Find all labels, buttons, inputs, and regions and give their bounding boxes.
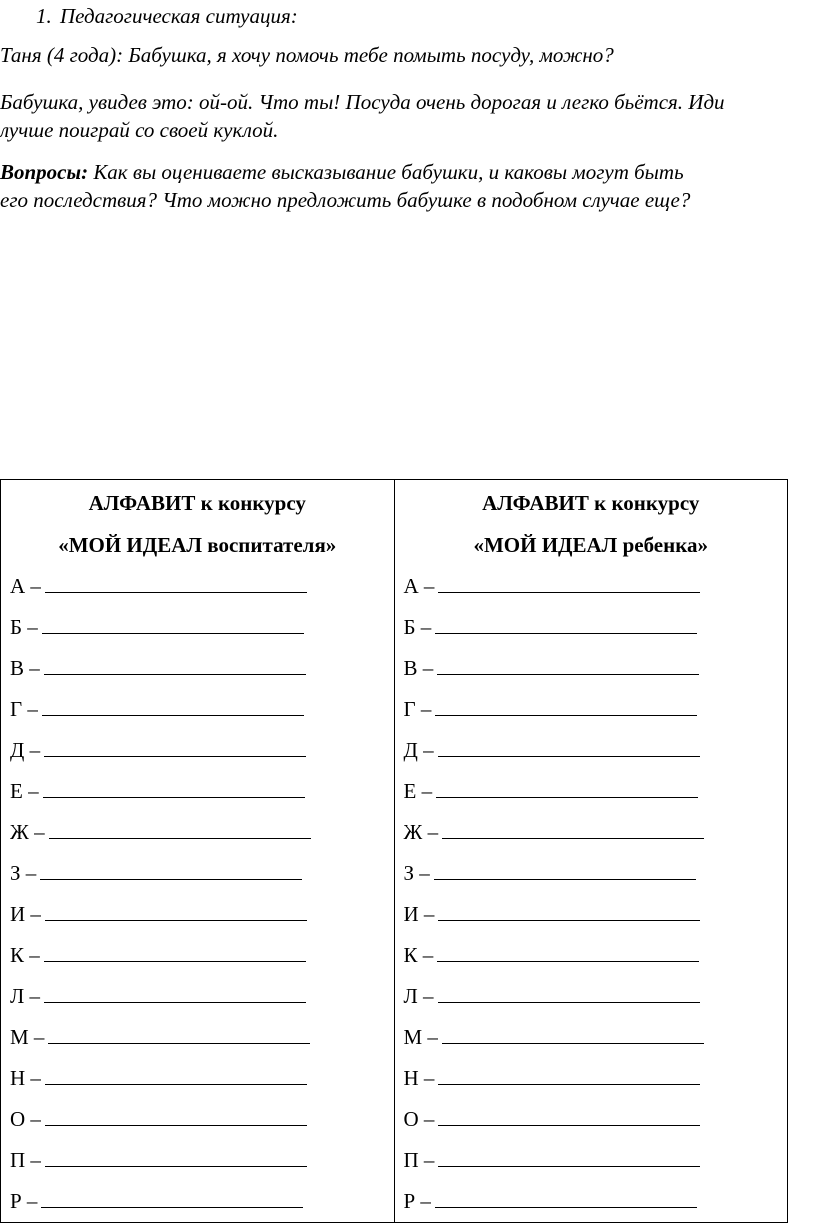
alphabet-row xyxy=(395,1140,788,1181)
alphabet-row xyxy=(395,689,788,730)
alphabet-row xyxy=(1,1099,394,1140)
alphabet-row xyxy=(1,566,394,607)
alphabet-letter: З – xyxy=(403,861,430,885)
alphabet-letter: Р – xyxy=(10,1189,38,1213)
column-title: АЛФАВИТ к конкурсу xyxy=(482,491,700,515)
alphabet-letter: Р – xyxy=(403,1189,431,1213)
alphabet-letter: О – xyxy=(10,1107,41,1131)
answer-line[interactable] xyxy=(442,1023,704,1044)
alphabet-row xyxy=(1,935,394,976)
alphabet-letter: М – xyxy=(403,1025,438,1049)
alphabet-letter: Д – xyxy=(403,738,434,762)
alphabet-letter: Ж – xyxy=(10,820,45,844)
answer-line[interactable] xyxy=(436,777,698,798)
alphabet-letter: П – xyxy=(10,1148,41,1172)
alphabet-letter: Б – xyxy=(403,615,432,639)
alphabet-row xyxy=(395,1017,788,1058)
alphabet-row xyxy=(1,1058,394,1099)
questions-line-1 xyxy=(0,158,684,186)
alphabet-letter: Д – xyxy=(10,738,41,762)
alphabet-letter: М – xyxy=(10,1025,45,1049)
answer-line[interactable] xyxy=(44,654,306,675)
alphabet-row xyxy=(395,935,788,976)
alphabet-row xyxy=(395,812,788,853)
answer-line[interactable] xyxy=(45,1146,307,1167)
dialogue-line-tanya: Таня (4 года): Бабушка, я хочу помочь тебе помыть посуду, можно? xyxy=(0,43,614,67)
answer-line[interactable] xyxy=(435,613,697,634)
alphabet-row xyxy=(1,1140,394,1181)
answer-line[interactable] xyxy=(45,900,307,921)
alphabet-letter: А – xyxy=(10,574,41,598)
alphabet-row xyxy=(1,648,394,689)
answer-line[interactable] xyxy=(435,695,697,716)
alphabet-letter: И – xyxy=(403,902,435,926)
answer-line[interactable] xyxy=(45,1064,307,1085)
alphabet-letter: О – xyxy=(403,1107,435,1131)
alphabet-row xyxy=(1,812,394,853)
answer-line[interactable] xyxy=(442,818,704,839)
alphabet-row xyxy=(395,730,788,771)
answer-line[interactable] xyxy=(45,1105,307,1126)
alphabet-letter: К – xyxy=(10,943,40,967)
alphabet-row xyxy=(395,853,788,894)
alphabet-column-teacher xyxy=(1,480,395,1223)
answer-line[interactable] xyxy=(438,1105,700,1126)
alphabet-row xyxy=(1,894,394,935)
answer-line[interactable] xyxy=(437,941,699,962)
alphabet-letter: К – xyxy=(403,943,434,967)
alphabet-column-child xyxy=(394,480,788,1223)
alphabet-letter: Е – xyxy=(403,779,433,803)
questions-line-2: его последствия? Что можно предложить бабушке в подобном случае еще? xyxy=(0,188,691,212)
alphabet-letter: А – xyxy=(403,574,435,598)
alphabet-row xyxy=(1,976,394,1017)
alphabet-letter: П – xyxy=(403,1148,435,1172)
questions-label: Вопросы: xyxy=(0,160,89,184)
situation-number: 1. xyxy=(36,4,52,28)
alphabet-letter: Е – xyxy=(10,779,39,803)
answer-line[interactable] xyxy=(438,900,700,921)
alphabet-row xyxy=(395,648,788,689)
alphabet-letter: Н – xyxy=(403,1066,435,1090)
answer-line[interactable] xyxy=(44,941,306,962)
alphabet-letter: Л – xyxy=(10,984,40,1008)
alphabet-letter: Ж – xyxy=(403,820,439,844)
answer-line[interactable] xyxy=(48,1023,310,1044)
alphabet-row xyxy=(395,771,788,812)
alphabet-letter: Л – xyxy=(403,984,434,1008)
alphabet-letter: В – xyxy=(403,656,434,680)
dialogue-line-grandma-2: лучше поиграй со своей куклой. xyxy=(0,118,279,142)
answer-line[interactable] xyxy=(45,572,307,593)
alphabet-row xyxy=(1,1017,394,1058)
alphabet-row xyxy=(1,689,394,730)
answer-line[interactable] xyxy=(44,736,306,757)
answer-line[interactable] xyxy=(434,859,696,880)
situation-heading: Педагогическая ситуация: xyxy=(60,4,298,28)
answer-line[interactable] xyxy=(438,736,700,757)
column-subtitle: «МОЙ ИДЕАЛ ребенка» xyxy=(473,533,709,557)
alphabet-letter: Г – xyxy=(10,697,38,721)
alphabet-row xyxy=(395,894,788,935)
alphabet-row xyxy=(1,607,394,648)
answer-line[interactable] xyxy=(41,1187,303,1208)
answer-line[interactable] xyxy=(438,1064,700,1085)
questions-text-1: Как вы оцениваете высказывание бабушки, и каковы могут быть xyxy=(88,160,684,184)
alphabet-row xyxy=(395,976,788,1017)
alphabet-row xyxy=(1,771,394,812)
alphabet-row xyxy=(395,1058,788,1099)
answer-line[interactable] xyxy=(438,982,700,1003)
answer-line[interactable] xyxy=(42,613,304,634)
column-subtitle: «МОЙ ИДЕАЛ воспитателя» xyxy=(58,533,337,557)
answer-line[interactable] xyxy=(40,859,302,880)
alphabet-letter: В – xyxy=(10,656,40,680)
alphabet-letter: И – xyxy=(10,902,41,926)
answer-line[interactable] xyxy=(42,695,304,716)
alphabet-row xyxy=(1,853,394,894)
alphabet-row xyxy=(1,730,394,771)
answer-line[interactable] xyxy=(44,982,306,1003)
alphabet-table xyxy=(0,479,788,1223)
column-title: АЛФАВИТ к конкурсу xyxy=(88,491,306,515)
alphabet-letter: Г – xyxy=(403,697,432,721)
answer-line[interactable] xyxy=(437,654,699,675)
alphabet-letter: Б – xyxy=(10,615,38,639)
answer-line[interactable] xyxy=(438,572,700,593)
answer-line[interactable] xyxy=(435,1187,697,1208)
alphabet-letter: З – xyxy=(10,861,37,885)
alphabet-letter: Н – xyxy=(10,1066,41,1090)
alphabet-row xyxy=(395,566,788,607)
alphabet-row xyxy=(395,607,788,648)
dialogue-line-grandma-1: Бабушка, увидев это: ой-ой. Что ты! Посуда очень дорогая и легко бьётся. Иди xyxy=(0,90,725,114)
answer-line[interactable] xyxy=(43,777,305,798)
alphabet-row xyxy=(395,1099,788,1140)
answer-line[interactable] xyxy=(49,818,311,839)
answer-line[interactable] xyxy=(438,1146,700,1167)
